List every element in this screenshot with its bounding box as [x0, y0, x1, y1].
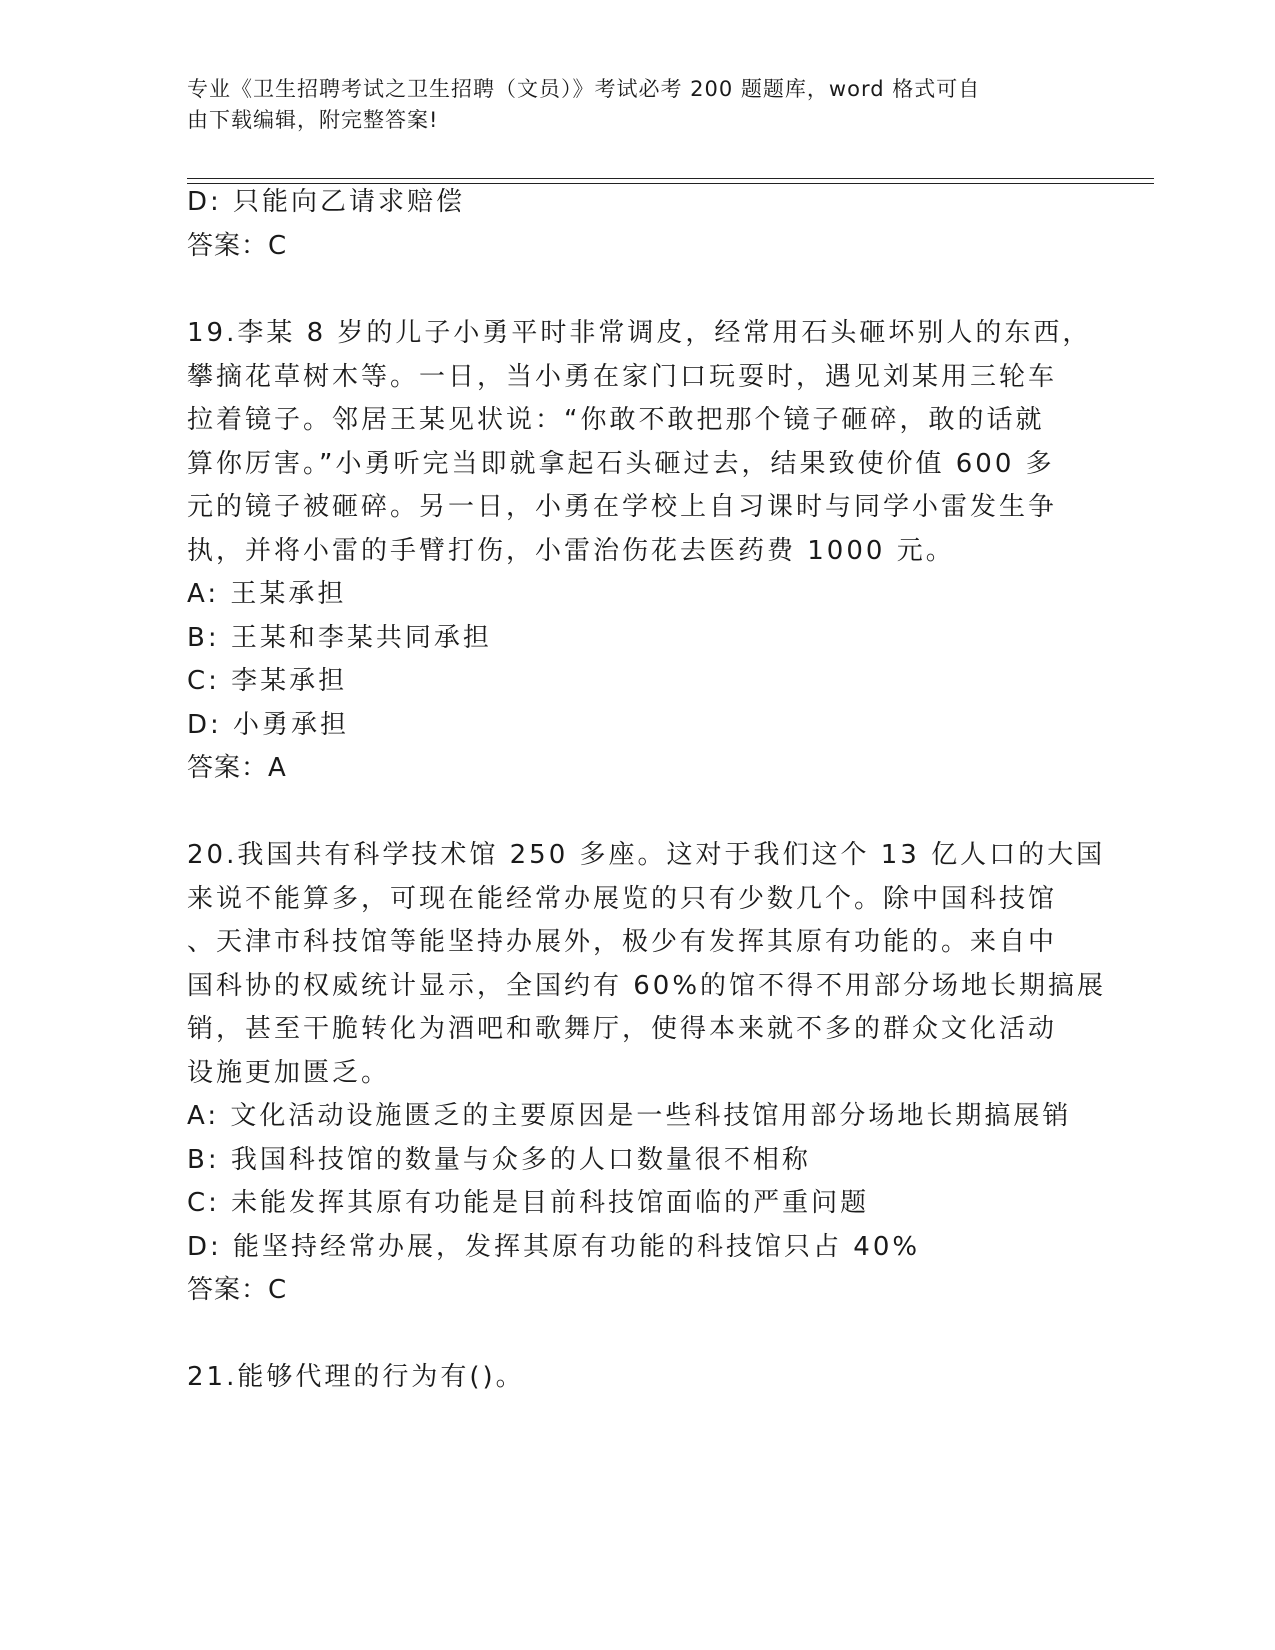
q20-stem-line-3: 、天津市科技馆等能坚持办展外，极少有发挥其原有功能的。来自中 — [187, 927, 1058, 957]
header-line-1: 专业《卫生招聘考试之卫生招聘（文员）》考试必考 200 题题库，word 格式可自 — [187, 77, 981, 101]
document-header — [187, 74, 1077, 136]
q19-stem-line-3: 拉着镜子。邻居王某见状说：“你敢不敢把那个镜子砸碎，敢的话就 — [187, 405, 1045, 435]
q18-option-d: D: 只能向乙请求赔偿 — [187, 187, 466, 217]
q19-option-a: A: 王某承担 — [187, 579, 347, 609]
q19-stem-line-4: 算你厉害。”小勇听完当即就拿起石头砸过去，结果致使价值 600 多 — [187, 449, 1055, 479]
q18-answer: 答案：C — [187, 231, 288, 261]
q20-stem-line-4: 国科协的权威统计显示，全国约有 60%的馆不得不用部分场地长期搞展 — [187, 971, 1107, 1001]
header-divider-bottom — [187, 183, 1154, 184]
q19-option-d: D: 小勇承担 — [187, 710, 350, 740]
q19-stem-line-5: 元的镜子被砸碎。另一日，小勇在学校上自习课时与同学小雷发生争 — [187, 492, 1058, 522]
q20-option-c: C: 未能发挥其原有功能是目前科技馆面临的严重问题 — [187, 1188, 870, 1218]
q19-option-b: B: 王某和李某共同承担 — [187, 623, 492, 653]
q19-answer: 答案：A — [187, 753, 287, 783]
q19-stem-line-6: 执，并将小雷的手臂打伤，小雷治伤花去医药费 1000 元。 — [187, 536, 955, 566]
header-line-2: 由下载编辑，附完整答案! — [187, 108, 439, 132]
q20-stem-line-1: 20.我国共有科学技术馆 250 多座。这对于我们这个 13 亿人口的大国 — [187, 840, 1106, 870]
q19-stem-line-1: 19.李某 8 岁的儿子小勇平时非常调皮，经常用石头砸坏别人的东西， — [187, 318, 1092, 348]
q20-option-a: A: 文化活动设施匮乏的主要原因是一些科技馆用部分场地长期搞展销 — [187, 1101, 1072, 1131]
q20-answer: 答案：C — [187, 1275, 288, 1305]
q19-option-c: C: 李某承担 — [187, 666, 348, 696]
q20-stem-line-2: 来说不能算多，可现在能经常办展览的只有少数几个。除中国科技馆 — [187, 884, 1058, 914]
q20-option-d: D: 能坚持经常办展，发挥其原有功能的科技馆只占 40% — [187, 1232, 921, 1262]
header-divider-top — [187, 178, 1154, 179]
q19-stem-line-2: 攀摘花草树木等。一日，当小勇在家门口玩耍时，遇见刘某用三轮车 — [187, 362, 1058, 392]
q21-stem: 21.能够代理的行为有()。 — [187, 1362, 525, 1392]
q20-option-b: B: 我国科技馆的数量与众多的人口数量很不相称 — [187, 1145, 811, 1175]
q20-stem-line-5: 销，甚至干脆转化为酒吧和歌舞厅，使得本来就不多的群众文化活动 — [187, 1014, 1058, 1044]
q20-stem-line-6: 设施更加匮乏。 — [187, 1058, 391, 1088]
